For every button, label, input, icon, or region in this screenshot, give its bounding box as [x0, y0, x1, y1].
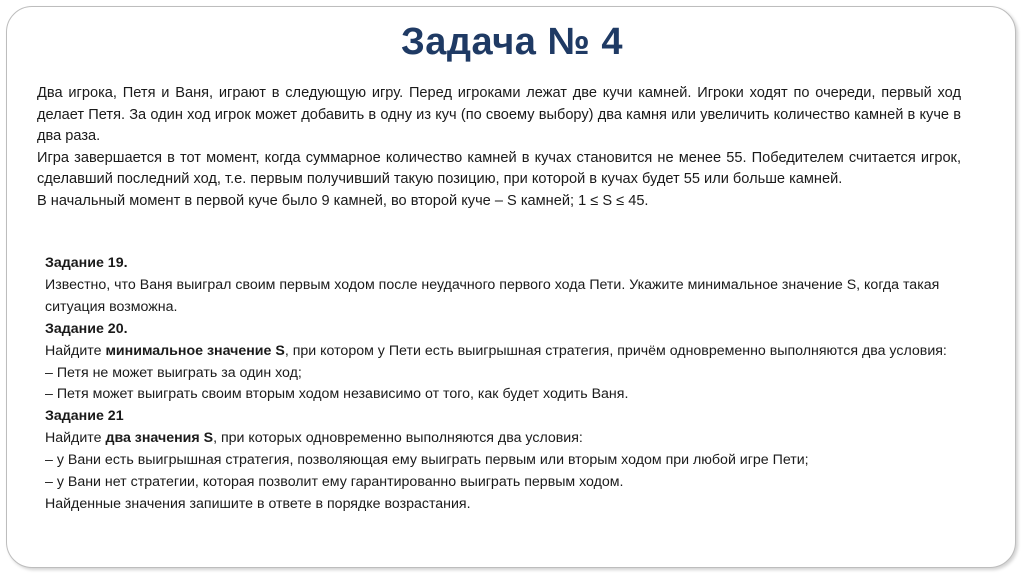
slide-frame	[6, 6, 1016, 568]
task20-text	[45, 341, 965, 363]
task21-heading: Задание 21	[45, 408, 124, 425]
tasks-section	[45, 253, 965, 516]
task19-heading: Задание 19.	[45, 255, 128, 271]
task19-text: Известно, что Ваня выиграл своим первым ходом после неудачного первого хода Пети. Укажите минимальное значение S, когда такая ситуация возможна.	[45, 276, 940, 315]
task20-text-pre: Найдите	[45, 342, 106, 359]
task21-condition-2: – у Вани нет стратегии, которая позволит ему гарантированно выиграть первым ходом.	[45, 474, 624, 491]
slide-title: Задача № 4	[400, 21, 624, 63]
intro-paragraph-1: Два игрока, Петя и Ваня, играют в следующую игру. Перед игроками лежат две кучи камней. Игроки ходят по очереди, первый ход делает Петя. За один ход игрок может добавить в одну из куч (по своему выбору) два камня или увеличить количество камней в куче в два раза.	[37, 85, 961, 145]
intro-paragraph-3: В начальный момент в первой куче было 9 камней, во второй куче – S камней; 1 ≤ S ≤ 45.	[37, 192, 649, 209]
task20-text-bold: минимальное значение S	[105, 342, 285, 359]
task21-text-pre: Найдите	[45, 430, 106, 447]
task21-text-post: , при которых одновременно выполняются два условия:	[213, 430, 583, 447]
task20-text-post: , при котором у Пети есть выигрышная стратегия, причём одновременно выполняются два условия:	[284, 342, 947, 359]
task21-closing: Найденные значения запишите в ответе в порядке возрастания.	[45, 495, 471, 512]
intro-paragraph-2: Игра завершается в тот момент, когда суммарное количество камней в кучах становится не менее 55. Победителем считается игрок, сделавший последний ход, т.е. первым получивший такую позицию, при которой в кучах будет 55 или больше камней.	[37, 149, 961, 188]
task21-condition-1: – у Вани есть выигрышная стратегия, позволяющая ему выиграть первым или вторым ходом при любой игре Пети;	[45, 452, 809, 469]
task20-heading: Задание 20.	[45, 320, 128, 337]
task21-text-bold: два значения S	[105, 430, 214, 447]
problem-statement	[37, 83, 961, 213]
task20-condition-2: – Петя может выиграть своим вторым ходом независимо от того, как будет ходить Ваня.	[45, 386, 629, 403]
task20-condition-1: – Петя не может выиграть за один ход;	[45, 364, 302, 381]
task21-text	[45, 428, 965, 450]
